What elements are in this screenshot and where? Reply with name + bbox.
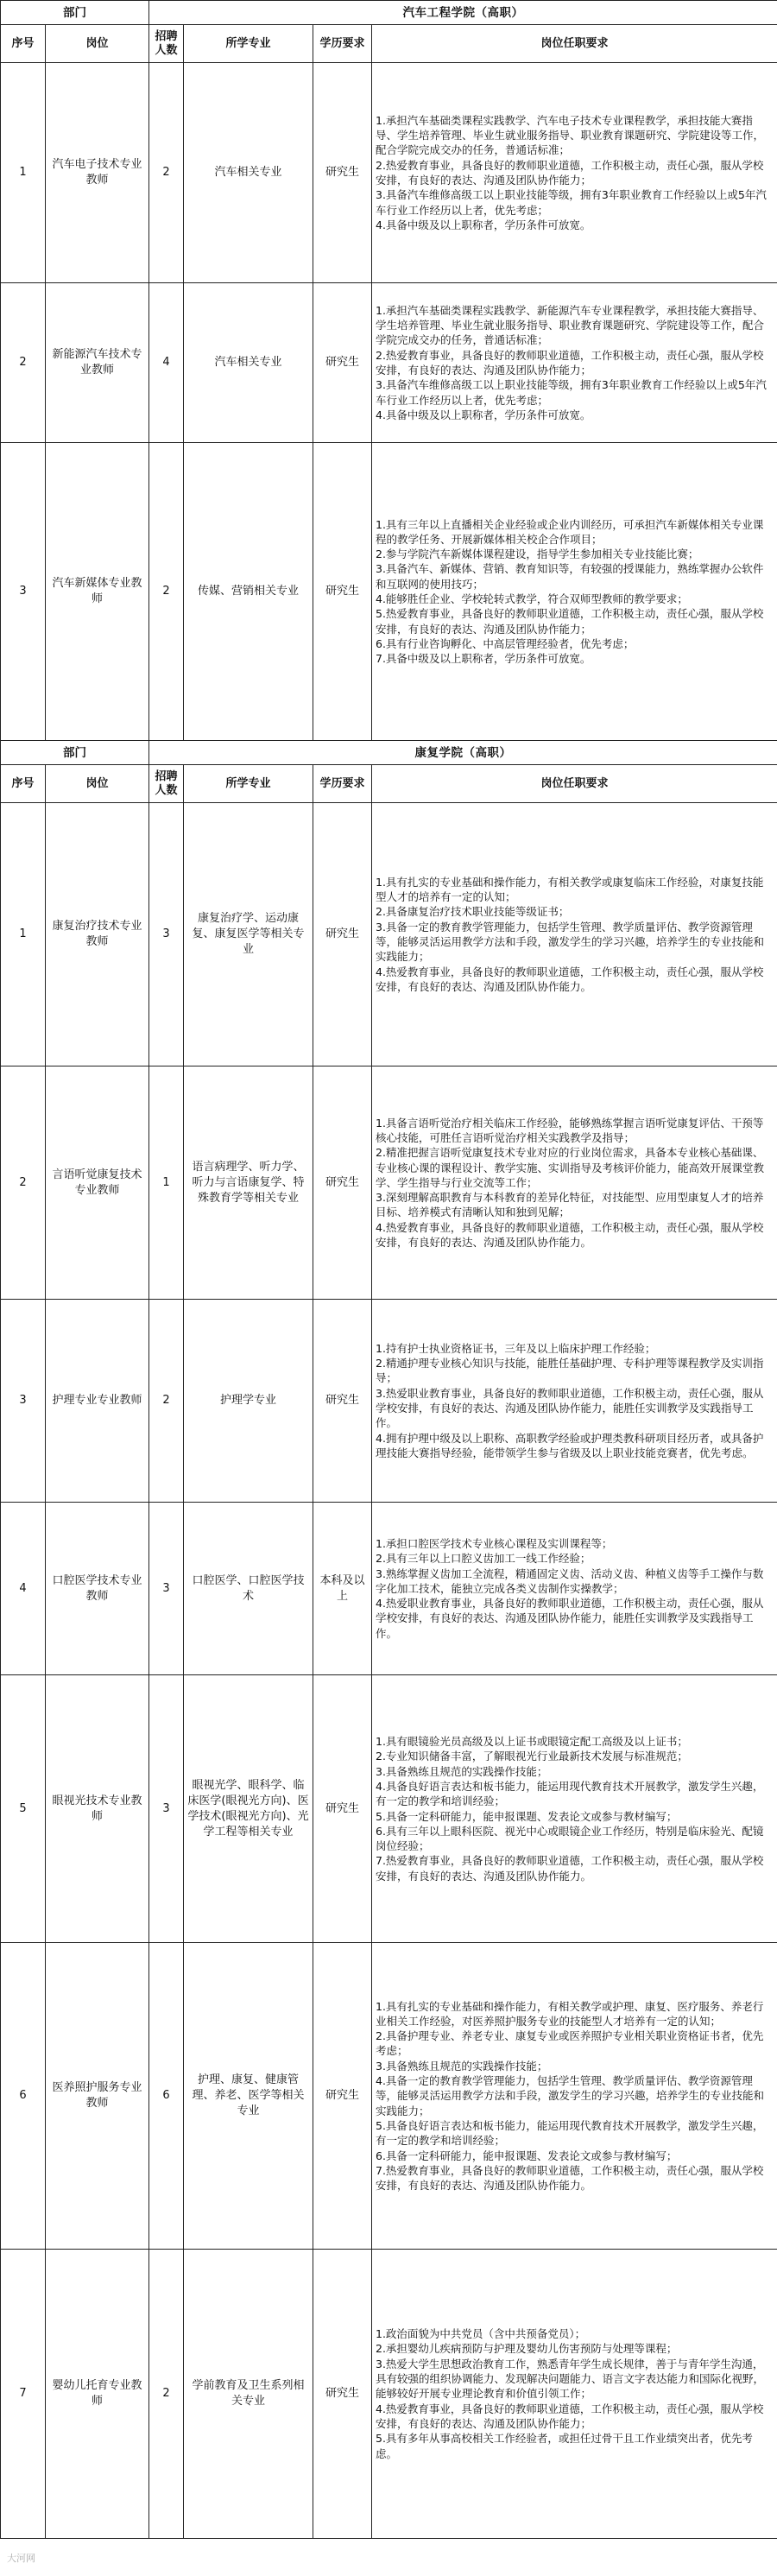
column-header-edu: 学历要求: [313, 25, 372, 63]
column-header-edu: 学历要求: [313, 765, 372, 803]
cell-major: 汽车相关专业: [184, 63, 313, 283]
duty-item: 2.热爱教育事业，具备良好的教师职业道德，工作积极主动，责任心强，服从学校安排，有良好的表达、沟通及团队协作能力；: [376, 348, 764, 377]
duty-item: 3.熟练掌握义齿加工全流程，精通固定义齿、活动义齿、种植义齿等手工操作与数字化加工技术，能独立完成各类义齿制作实操教学；: [376, 1566, 764, 1595]
duty-item: 2.承担婴幼儿疾病预防与护理及婴幼儿伤害预防与处理等课程；: [376, 2342, 678, 2356]
duty-item: 3.具备熟练且规范的实践操作技能；: [376, 1764, 548, 1778]
cell-major: 眼视光学、眼科学、临床医学(眼视光方向)、医学技术(眼视光方向)、光学工程等相关专业: [184, 1675, 313, 1943]
cell-education: 研究生: [313, 63, 372, 283]
duty-item: 3.具备汽车、新媒体、营销、教育知识等，有较强的授课能力，熟练掌握办公软件和互联网的使用技巧；: [376, 562, 764, 591]
cell-post: 口腔医学技术专业教师: [46, 1503, 149, 1675]
table-row: [1, 803, 777, 1066]
cell-post: 康复治疗技术专业教师: [46, 803, 149, 1066]
watermark-text: 大河网: [7, 2553, 35, 2564]
duty-item: 5.具备一定科研能力，能申报课题、发表论文或参与教材编写；: [376, 1809, 678, 1823]
duty-item: 4.热爱教育事业，具备良好的教师职业道德，工作积极主动，责任心强，服从学校安排，有良好的表达、沟通及团队协作能力；: [376, 2402, 764, 2430]
duty-item: 6.具有三年以上眼科医院、视光中心或眼镜企业工作经历，特别是临床验光、配镜岗位经验；: [376, 1824, 764, 1853]
cell-count: 2: [149, 63, 184, 283]
cell-major: 康复治疗学、运动康复、康复医学等相关专业: [184, 803, 313, 1066]
column-header-count: 招聘人数: [149, 765, 184, 803]
cell-seq: 7: [1, 2250, 46, 2539]
duty-item: 3.深刻理解高职教育与本科教育的差异化特征，对技能型、应用型康复人才的培养目标、培养模式有清晰认知和独到见解；: [376, 1191, 764, 1219]
cell-post: 医养照护服务专业教师: [46, 1943, 149, 2250]
cell-duties: [372, 1943, 777, 2250]
cell-seq: 2: [1, 283, 46, 443]
cell-education: 研究生: [313, 443, 372, 741]
college-name: 康复学院（高职）: [149, 741, 777, 765]
duty-item: 1.具备言语听觉治疗相关临床工作经验，能够熟练掌握言语听觉康复评估、干预等核心技能，可胜任言语听觉治疗相关实践教学及指导；: [376, 1116, 764, 1144]
cell-seq: 4: [1, 1503, 46, 1675]
duty-item: 2.具备护理专业、养老专业、康复专业或医养照护专业相关职业资格证书者，优先考虑；: [376, 2029, 764, 2058]
duty-item: 5.具有多年从事高校相关工作经验者，或担任过骨干且工作业绩突出者，优先考虑。: [376, 2432, 753, 2460]
duty-item: 4.拥有护理中级及以上职称、高职教学经验或护理类教科研项目经历者，或具备护理技能大赛指导经验，能带领学生参与省级及以上职业技能竞赛者，优先考虑。: [376, 1431, 764, 1459]
duty-item: 5.具备良好语言表达和板书能力，能运用现代教育技术开展教学，激发学生兴趣，有一定的教学和培训经验；: [376, 2118, 764, 2148]
cell-seq: 1: [1, 803, 46, 1066]
cell-duties: [372, 1066, 777, 1300]
cell-count: 3: [149, 1503, 184, 1675]
cell-seq: 6: [1, 1943, 46, 2250]
cell-count: 2: [149, 443, 184, 741]
duty-item: 1.政治面貌为中共党员（含中共预备党员）；: [376, 2327, 586, 2341]
duty-item: 1.持有护士执业资格证书，三年及以上临床护理工作经验；: [376, 1341, 656, 1355]
cell-major: 护理学专业: [184, 1300, 313, 1503]
cell-seq: 2: [1, 1066, 46, 1300]
duty-item: 2.参与学院汽车新媒体课程建设，指导学生参加相关专业技能比赛；: [376, 547, 699, 561]
table-row: [1, 1066, 777, 1300]
cell-education: 研究生: [313, 803, 372, 1066]
duty-item: 2.专业知识储备丰富，了解眼视光行业最新技术发展与标准规范；: [376, 1750, 688, 1763]
duty-item: 3.具备熟练且规范的实践操作技能；: [376, 2059, 548, 2073]
table-row: [1, 1943, 777, 2250]
duty-item: 6.具有行业咨询孵化、中高层管理经验者，优先考虑；: [376, 636, 635, 650]
cell-post: 护理专业专业教师: [46, 1300, 149, 1503]
duty-item: 1.承担口腔医学技术专业核心课程及实训课程等；: [376, 1536, 613, 1550]
duty-item: 2.具有三年以上口腔义齿加工一线工作经验；: [376, 1552, 591, 1566]
cell-seq: 1: [1, 63, 46, 283]
cell-post: 眼视光技术专业教师: [46, 1675, 149, 1943]
department-label: 部门: [1, 1, 149, 25]
table-row: [1, 283, 777, 443]
column-header-post: 岗位: [46, 765, 149, 803]
college-name: 汽车工程学院（高职）: [149, 1, 777, 25]
cell-education: 研究生: [313, 1675, 372, 1943]
duty-item: 2.热爱教育事业，具备良好的教师职业道德，工作积极主动，责任心强，服从学校安排，有良好的表达、沟通及团队协作能力；: [376, 158, 764, 187]
duty-item: 1.承担汽车基础类课程实践教学、汽车电子技术专业课程教学，承担技能大赛指导、学生培养管理、毕业生就业服务指导、职业教育课题研究、学院建设等工作，配合学院完成交办的任务，普通话标准；: [376, 113, 765, 157]
cell-education: 研究生: [313, 1066, 372, 1300]
duty-item: 1.承担汽车基础类课程实践教学、新能源汽车专业课程教学，承担技能大赛指导、学生培养管理、毕业生就业服务指导、职业教育课题研究、学院建设等工作，配合学院完成交办的任务，普通话标准；: [376, 303, 765, 347]
column-header-seq: 序号: [1, 765, 46, 803]
cell-duties: [372, 63, 777, 283]
cell-count: 2: [149, 2250, 184, 2539]
table-row: [1, 443, 777, 741]
cell-education: 研究生: [313, 1943, 372, 2250]
duty-item: 1.具有眼镜验光员高级及以上证书或眼镜定配工高级及以上证书；: [376, 1735, 688, 1749]
table-row: [1, 1300, 777, 1503]
cell-count: 3: [149, 1675, 184, 1943]
duty-item: 3.热爱大学生思想政治教育工作，熟悉青年学生成长规律，善于与青年学生沟通，具有较强的组织协调能力、发现解决问题能力、语言文字表达能力和国际化视野，能够较好开展专业理论教育和价值引领工作；: [376, 2357, 765, 2401]
table-row: [1, 63, 777, 283]
duty-item: 4.具备良好语言表达和板书能力，能运用现代教育技术开展教学，激发学生兴趣，有一定的教学和培训经验；: [376, 1779, 764, 1808]
duty-item: 2.精通护理专业核心知识与技能，能胜任基础护理、专科护理等课程教学及实训指导；: [376, 1357, 764, 1385]
table-row: [1, 1675, 777, 1943]
cell-major: 护理、康复、健康管理、养老、医学等相关专业: [184, 1943, 313, 2250]
cell-count: 2: [149, 1300, 184, 1503]
cell-duties: [372, 1300, 777, 1503]
cell-duties: [372, 283, 777, 443]
cell-education: 研究生: [313, 283, 372, 443]
cell-education: 研究生: [313, 2250, 372, 2539]
duty-item: 1.具有扎实的专业基础和操作能力，有相关教学或康复临床工作经验，对康复技能型人才的培养有一定的认知；: [376, 875, 764, 904]
cell-major: 传媒、营销相关专业: [184, 443, 313, 741]
duty-item: 4.热爱职业教育事业，具备良好的教师职业道德，工作积极主动，责任心强，服从学校安排，有良好的表达、沟通及团队协作能力，能胜任实训教学及实践指导工作。: [376, 1597, 764, 1640]
duty-item: 4.热爱教育事业，具备良好的教师职业道德，工作积极主动，责任心强，服从学校安排，有良好的表达、沟通及团队协作能力。: [376, 965, 764, 993]
duty-item: 1.具有三年以上直播相关企业经验或企业内训经历，可承担汽车新媒体相关专业课程的教学任务、开展新媒体相关校企合作项目；: [376, 517, 764, 546]
duty-item: 4.能够胜任企业、学校轮转式教学，符合双师型教师的教学要求；: [376, 592, 688, 605]
duty-item: 3.具备汽车维修高级工以上职业技能等级，拥有3年职业教育工作经验以上或5年汽车行业工作经历以上者，优先考虑；: [376, 188, 767, 217]
column-header-duties: 岗位任职要求: [372, 765, 777, 803]
cell-education: 研究生: [313, 1300, 372, 1503]
duty-item: 3.具备一定的教育教学管理能力，包括学生管理、教学质量评估、教学资源管理等，能够灵活运用教学方法和手段，激发学生的学习兴趣，培养学生的专业技能和实践能力；: [376, 920, 765, 964]
column-header-duties: 岗位任职要求: [372, 25, 777, 63]
duty-item: 7.热爱教育事业，具备良好的教师职业道德，工作积极主动，责任心强，服从学校安排，有良好的表达、沟通及团队协作能力。: [376, 1854, 764, 1883]
cell-duties: [372, 803, 777, 1066]
cell-major: 语言病理学、听力学、听力与言语康复学、特殊教育学等相关专业: [184, 1066, 313, 1300]
cell-duties: [372, 443, 777, 741]
column-header-major: 所学专业: [184, 765, 313, 803]
department-label: 部门: [1, 741, 149, 765]
cell-post: 新能源汽车技术专业教师: [46, 283, 149, 443]
column-header-seq: 序号: [1, 25, 46, 63]
column-header-count: 招聘人数: [149, 25, 184, 63]
duty-item: 4.具备一定的教育教学管理能力，包括学生管理、教学质量评估、教学资源管理等，能够灵活运用教学方法和手段，激发学生的学习兴趣，培养学生的专业技能和实践能力；: [376, 2074, 765, 2117]
cell-seq: 3: [1, 443, 46, 741]
cell-major: 口腔医学、口腔医学技术: [184, 1503, 313, 1675]
cell-seq: 5: [1, 1675, 46, 1943]
header-row: [1, 25, 777, 63]
cell-education: 本科及以上: [313, 1503, 372, 1675]
duty-item: 7.具备中级及以上职称者，学历条件可放宽。: [376, 652, 591, 666]
cell-post: 汽车新媒体专业教师: [46, 443, 149, 741]
cell-count: 1: [149, 1066, 184, 1300]
table-row: [1, 2250, 777, 2539]
cell-post: 言语听觉康复技术专业教师: [46, 1066, 149, 1300]
duty-item: 3.热爱职业教育事业，具备良好的教师职业道德，工作积极主动，责任心强，服从学校安排，有良好的表达、沟通及团队协作能力，能胜任实训教学及实践指导工作。: [376, 1386, 764, 1430]
department-row: [1, 1, 777, 25]
duty-item: 2.具备康复治疗技术职业技能等级证书；: [376, 905, 570, 919]
cell-post: 婴幼儿托育专业教师: [46, 2250, 149, 2539]
column-header-post: 岗位: [46, 25, 149, 63]
duty-item: 1.具有扎实的专业基础和操作能力，有相关教学或护理、康复、医疗服务、养老行业相关工作经验，对医养照护服务专业的技能型人才培养有一定的认知；: [376, 1999, 764, 2028]
cell-duties: [372, 2250, 777, 2539]
table-row: [1, 1503, 777, 1675]
duty-item: 7.热爱教育事业，具备良好的教师职业道德，工作积极主动，责任心强，服从学校安排，有良好的表达、沟通及团队协作能力。: [376, 2163, 764, 2193]
cell-major: 学前教育及卫生系列相关专业: [184, 2250, 313, 2539]
cell-count: 6: [149, 1943, 184, 2250]
duty-item: 6.具备一定科研能力，能申报课题、发表论文或参与教材编写；: [376, 2149, 678, 2162]
department-row: [1, 741, 777, 765]
duty-item: 5.热爱教育事业，具备良好的教师职业道德，工作积极主动，责任心强，服从学校安排，有良好的表达、沟通及团队协作能力；: [376, 607, 764, 636]
cell-seq: 3: [1, 1300, 46, 1503]
duty-item: 4.热爱教育事业，具备良好的教师职业道德，工作积极主动，责任心强，服从学校安排，有良好的表达、沟通及团队协作能力。: [376, 1220, 764, 1250]
duty-item: 2.精准把握言语听觉康复技术专业对应的行业岗位需求，具备本专业核心基础课、专业核心课的课程设计、教学实施、实训指导及考核评价能力，能高效开展课堂教学、学生指导与行业交流等工作；: [376, 1146, 765, 1189]
duty-item: 4.具备中级及以上职称者，学历条件可放宽。: [376, 408, 591, 421]
column-header-major: 所学专业: [184, 25, 313, 63]
table-body: [1, 1, 777, 2539]
cell-count: 4: [149, 283, 184, 443]
duty-item: 4.具备中级及以上职称者，学历条件可放宽。: [376, 218, 591, 231]
header-row: [1, 765, 777, 803]
cell-duties: [372, 1675, 777, 1943]
cell-major: 汽车相关专业: [184, 283, 313, 443]
cell-duties: [372, 1503, 777, 1675]
cell-count: 3: [149, 803, 184, 1066]
duty-item: 3.具备汽车维修高级工以上职业技能等级，拥有3年职业教育工作经验以上或5年汽车行业工作经历以上者，优先考虑；: [376, 378, 767, 407]
cell-post: 汽车电子技术专业教师: [46, 63, 149, 283]
